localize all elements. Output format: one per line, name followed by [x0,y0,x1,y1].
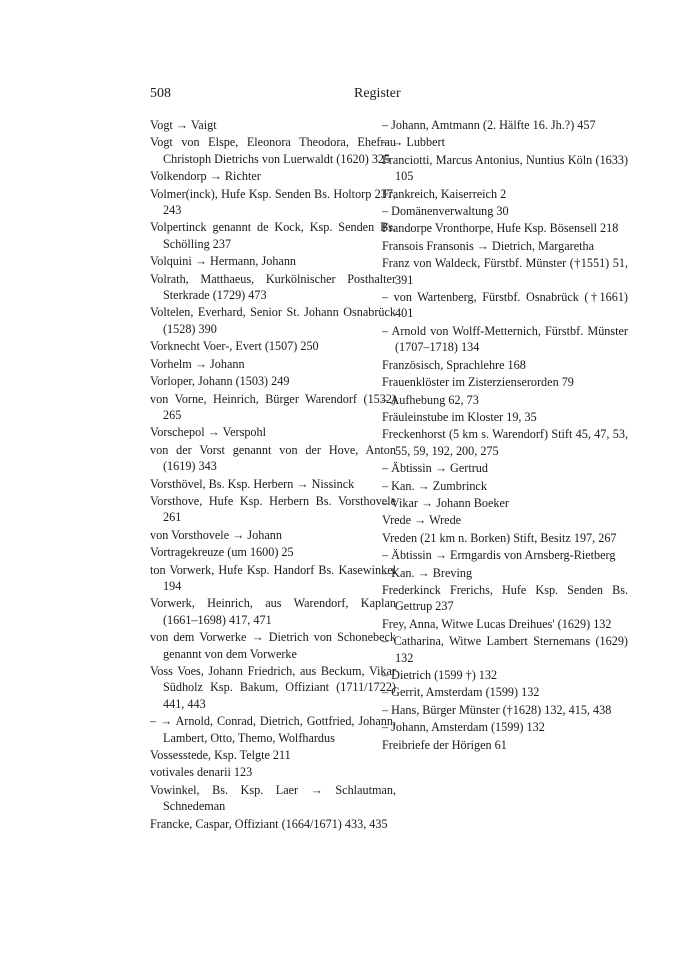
index-entry: Frauenklöster im Zisterzienserorden 79 [382,375,574,390]
index-column-left [150,117,396,833]
index-entry: Französisch, Sprachlehre 168 [382,357,526,372]
index-entry: Volkendorp → Richter [150,169,261,184]
index-entry: von Vorne, Heinrich, Bürger Warendorf (1532) 265 [150,391,396,422]
index-entry: votivales denarii 123 [150,765,253,780]
index-entry: Fransois Fransonis → Dietrich, Margaretha [382,238,595,253]
index-entry: Vorwerk, Heinrich, aus Warendorf, Kaplan (1661–1698) 417, 471 [150,596,396,627]
index-entry: – Äbtissin → Ermgardis von Arnsberg-Rietberg [382,548,616,563]
index-entry: Franz von Waldeck, Fürstbf. Münster (†1551) 51, 391 [382,256,628,287]
index-entry: Frederkinck Frerichs, Hufe Ksp. Senden Bs. Gettrup 237 [382,582,628,614]
index-entry: Vortragekreuze (um 1600) 25 [150,545,294,560]
index-column-right [382,117,628,754]
index-entry: – → Arnold, Conrad, Dietrich, Gottfried, Johann, Lambert, Otto, Themo, Wolfhardus [150,714,396,745]
index-entry: Fräuleinstube im Kloster 19, 35 [382,409,537,424]
index-entry: Vorsthövel, Bs. Ksp. Herbern → Nissinck [150,476,355,491]
index-entry: Frandorpe Vronthorpe, Hufe Ksp. Bösensell 218 [382,221,619,236]
index-entry: Vreden (21 km n. Borken) Stift, Besitz 197, 267 [382,530,617,545]
index-entry: – Arnold von Wolff-Metternich, Fürstbf. Münster (1707–1718) 134 [382,323,628,355]
index-entry: – Kan. → Breving [382,565,473,580]
index-entry: – Domänenverwaltung 30 [382,204,509,219]
index-entry: Frankreich, Kaiserreich 2 [382,186,507,201]
index-entry: Voltelen, Everhard, Senior St. Johann Osnabrück (1528) 390 [150,305,396,336]
index-entry: – Äbtissin → Gertrud [382,461,488,476]
index-entry: Vorsthove, Hufe Ksp. Herbern Bs. Vorsthovele 261 [150,493,396,525]
running-head: Register [354,86,401,101]
index-entry: Vowinkel, Bs. Ksp. Laer → Schlautman, Schnedeman [150,782,396,814]
index-entry: – Hans, Bürger Münster (†1628) 132, 415, 438 [382,702,612,717]
index-entry: Frey, Anna, Witwe Lucas Dreihues' (1629) 132 [382,616,612,631]
index-entry: Francke, Caspar, Offiziant (1664/1671) 433, 435 [150,816,388,831]
index-entry: – Johann, Amtmann (2. Hälfte 16. Jh.?) 457 [382,118,596,132]
index-entry: – Dietrich (1599 †) 132 [382,668,498,682]
index-entry: Volmer(inck), Hufe Ksp. Senden Bs. Holtorp 237, 243 [150,186,396,218]
index-entry: – Aufhebung 62, 73 [382,392,479,407]
index-entry: Volrath, Matthaeus, Kurkölnischer Posthalter Sterkrade (1729) 473 [150,271,396,303]
index-entry: Vorloper, Johann (1503) 249 [150,374,290,389]
index-entry: Vorknecht Voer-, Evert (1507) 250 [150,339,319,354]
page-number: 508 [150,86,171,101]
index-entry: – Catharina, Witwe Lambert Sternemans (1629) 132 [382,634,628,665]
index-entry: ton Vorwerk, Hufe Ksp. Handorf Bs. Kasewinkel 194 [150,562,396,593]
index-entry: Vorhelm → Johann [150,356,245,371]
index-entry: Vorschepol → Verspohl [150,425,266,440]
index-entry: Vossesstede, Ksp. Telgte 211 [150,748,291,763]
index-entry: Voss Voes, Johann Friedrich, aus Beckum, Vikar Südholz Ksp. Bakum, Offiziant (1711/1722) 441, 443 [150,664,396,711]
index-entry: – Johann, Amsterdam (1599) 132 [382,720,545,735]
index-entry: Vrede → Wrede [382,513,462,528]
index-entry: Franciotti, Marcus Antonius, Nuntius Köln (1633) 105 [382,152,628,184]
index-entry: Freibriefe der Hörigen 61 [382,737,507,752]
index-entry: Freckenhorst (5 km s. Warendorf) Stift 45, 47, 53, 55, 59, 192, 200, 275 [382,427,628,458]
index-entry: Volquini → Hermann, Johann [150,254,297,269]
index-entry: Vogt von Elspe, Eleonora Theodora, Ehefrau Christoph Dietrichs von Luerwaldt (1620) 325 [150,135,396,166]
index-entry: – Kan. → Zumbrinck [382,478,487,493]
index-entry: von dem Vorwerke → Dietrich von Schonebeck genannt von dem Vorwerke [150,630,396,661]
index-entry: von Vorsthovele → Johann [150,527,282,542]
index-entry: – Gerrit, Amsterdam (1599) 132 [382,685,540,700]
index-entry: – → Lubbert [382,135,445,150]
index-entry: Vogt → Vaigt [150,118,217,132]
index-entry: Volpertinck genannt de Kock, Ksp. Senden Bs. Schölling 237 [150,220,396,251]
index-entry: – von Wartenberg, Fürstbf. Osnabrück (†1661) 401 [382,290,628,321]
index-entry: von der Vorst genannt von der Hove, Anton (1619) 343 [150,442,396,474]
index-entry: – Vikar → Johann Boeker [382,495,509,510]
